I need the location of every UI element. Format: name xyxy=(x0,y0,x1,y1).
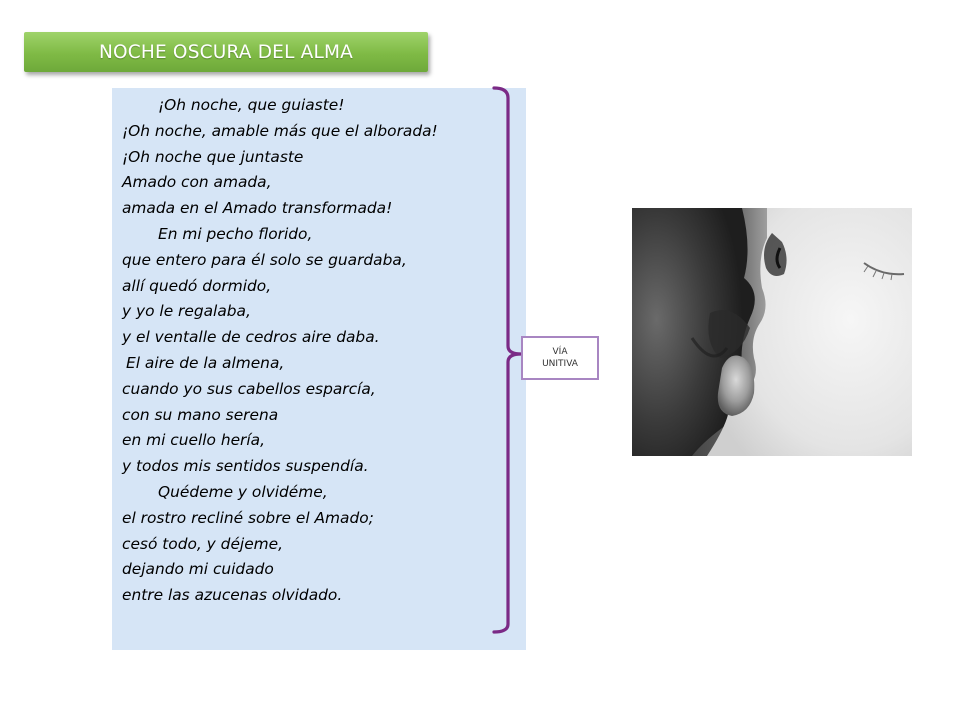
kiss-photo xyxy=(632,208,912,456)
poem-line: cesó todo, y déjeme, xyxy=(122,534,284,553)
poem-line: Quédeme y olvidéme, xyxy=(158,482,328,501)
poem-line: el rostro recliné sobre el Amado; xyxy=(122,508,374,527)
poem-line: cuando yo sus cabellos esparcía, xyxy=(122,379,376,398)
poem-line: con su mano serena xyxy=(122,405,279,424)
poem-text-box xyxy=(112,88,526,650)
poem-line: y el ventalle de cedros aire daba. xyxy=(122,328,380,347)
poem-line: en mi cuello hería, xyxy=(122,431,265,450)
poem-line: entre las azucenas olvidado. xyxy=(122,586,343,605)
label-line-2: UNITIVA xyxy=(542,359,578,369)
label-line-1: VÍA xyxy=(552,347,568,357)
poem-line: allí quedó dormido, xyxy=(122,276,272,295)
poem-line: Amado con amada, xyxy=(122,173,272,192)
poem-line: que entero para él solo se guardaba, xyxy=(122,250,407,269)
poem-line: amada en el Amado transformada! xyxy=(122,199,393,218)
poem-line: y todos mis sentidos suspendía. xyxy=(122,457,369,476)
via-unitiva-label xyxy=(521,336,599,380)
poem-line: ¡Oh noche que juntaste xyxy=(122,147,304,166)
poem-line: ¡Oh noche, que guiaste! xyxy=(158,96,345,114)
poem-line: dejando mi cuidado xyxy=(122,560,274,579)
slide-title: NOCHE OSCURA DEL ALMA xyxy=(98,41,354,63)
poem-line: El aire de la almena, xyxy=(126,353,285,372)
title-banner xyxy=(24,32,428,72)
poem-line: y yo le regalaba, xyxy=(122,302,251,321)
poem-line: ¡Oh noche, amable más que el alborada! xyxy=(122,121,438,140)
poem-line: En mi pecho florido, xyxy=(158,224,313,243)
